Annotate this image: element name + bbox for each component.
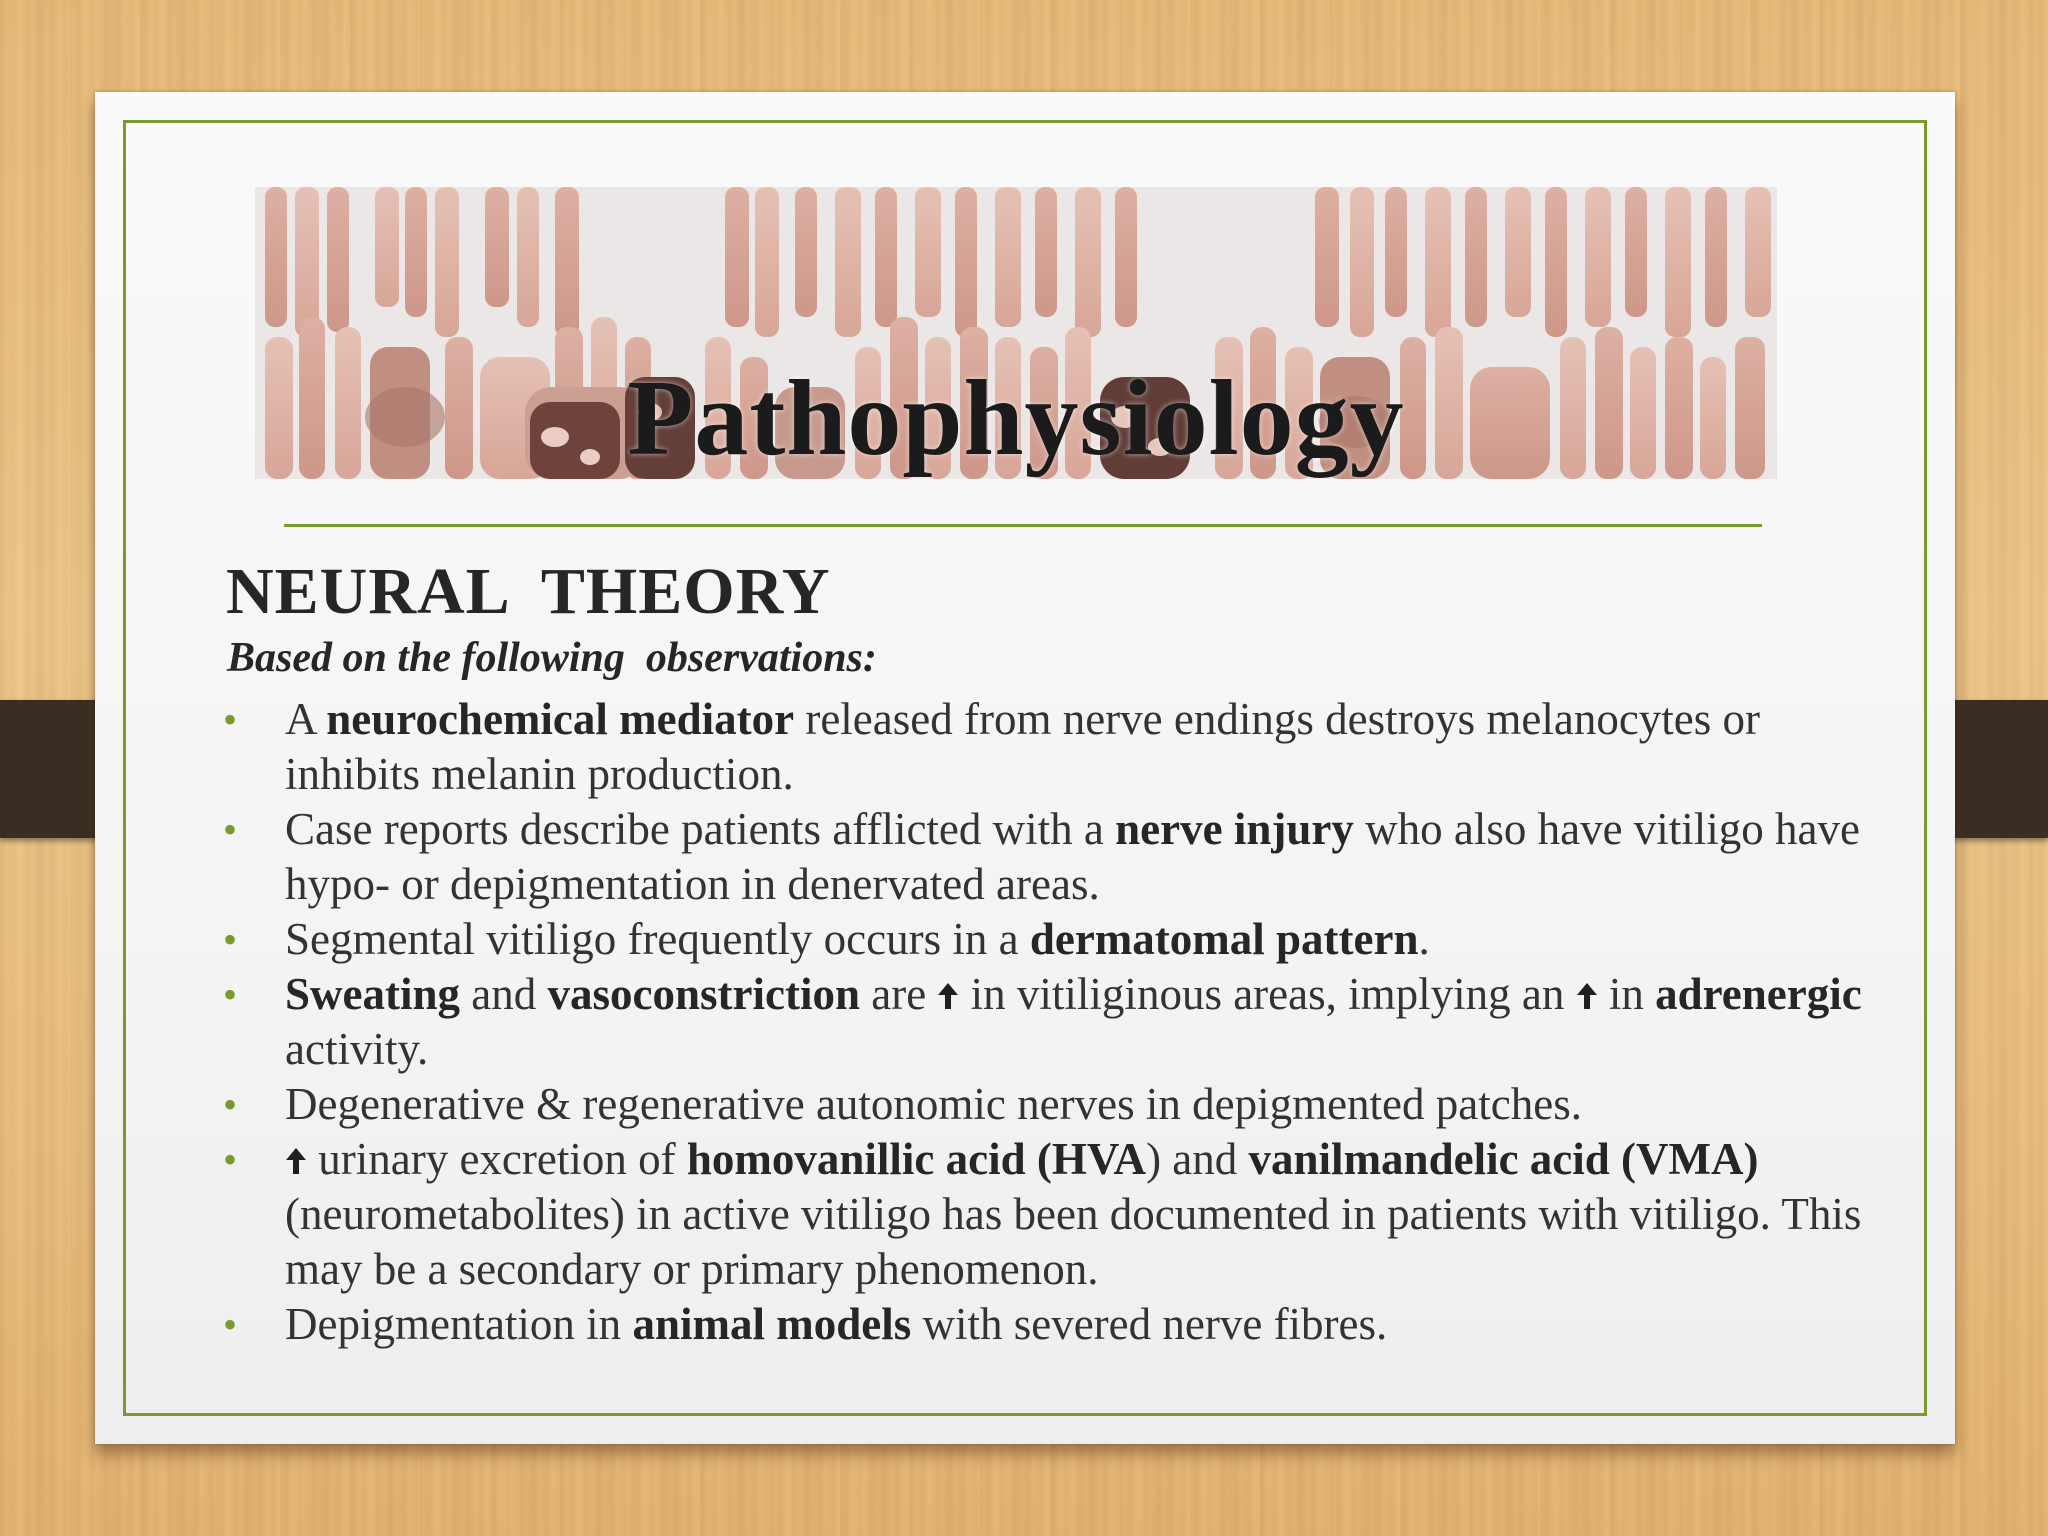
bullet-dot: • [223, 972, 238, 1017]
bullet-dot: • [223, 697, 238, 742]
list-item [223, 967, 1903, 1077]
text-segment: with severed nerve fibres. [911, 1299, 1388, 1349]
banner-image-hands [255, 187, 1777, 479]
list-item [223, 1132, 1903, 1297]
bold-term: homovanillic acid (HVA [686, 1134, 1147, 1184]
list-item [223, 1297, 1903, 1352]
text-segment: A [285, 694, 327, 744]
text-segment: Degenerative & regenerative autonomic nerves in depigmented patches. [285, 1079, 1582, 1129]
text-segment: and [460, 969, 548, 1019]
bullet-dot: • [223, 1302, 238, 1347]
bold-term: adrenergic [1655, 969, 1862, 1019]
bold-term: nerve injury [1115, 804, 1354, 854]
section-heading: NEURAL THEORY [226, 555, 831, 628]
bullet-dot: • [223, 807, 238, 852]
text-segment: urinary excretion of [307, 1134, 687, 1184]
text-segment: Segmental vitiligo frequently occurs in a [285, 914, 1030, 964]
list-item [223, 1077, 1903, 1132]
text-segment: . [1418, 914, 1430, 964]
up-arrow-icon [937, 981, 959, 1011]
bold-term: Sweating [285, 969, 461, 1019]
list-item [223, 912, 1903, 967]
bold-term: neurochemical mediator [326, 694, 795, 744]
bold-term: animal models [632, 1299, 912, 1349]
bullet-dot: • [223, 1137, 238, 1182]
list-item [223, 692, 1903, 802]
text-segment: (neurometabolites) in active vitiligo has been documented in patients with vitiligo. This may be a secondary or primary phenomenon. [285, 1189, 1862, 1294]
text-segment: activity. [285, 1024, 429, 1074]
title-divider [284, 524, 1762, 527]
slide-title: Pathophysiology [627, 359, 1405, 478]
bold-term: vanilmandelic acid (VMA) [1248, 1134, 1759, 1184]
text-segment: released from nerve endings destroys melanocytes or inhibits melanin production. [285, 694, 1761, 799]
text-segment: Depigmentation in [285, 1299, 633, 1349]
text-segment: ) and [1146, 1134, 1249, 1184]
section-subheading: Based on the following observations: [227, 635, 877, 681]
up-arrow-icon [1576, 981, 1598, 1011]
list-item [223, 802, 1903, 912]
bold-term: dermatomal pattern [1029, 914, 1419, 964]
text-segment: who also have vitiligo have hypo- or depigmentation in denervated areas. [285, 804, 1860, 909]
bold-term: vasoconstriction [547, 969, 860, 1019]
text-segment: Case reports describe patients afflicted with a [285, 804, 1116, 854]
slide-card [95, 92, 1955, 1444]
text-segment: in vitiliginous areas, implying an [959, 969, 1576, 1019]
text-segment: in [1597, 969, 1656, 1019]
bullet-dot: • [223, 917, 238, 962]
observation-list [223, 692, 1903, 1352]
up-arrow-icon [285, 1146, 307, 1176]
text-segment: are [859, 969, 938, 1019]
bullet-dot: • [223, 1082, 238, 1127]
